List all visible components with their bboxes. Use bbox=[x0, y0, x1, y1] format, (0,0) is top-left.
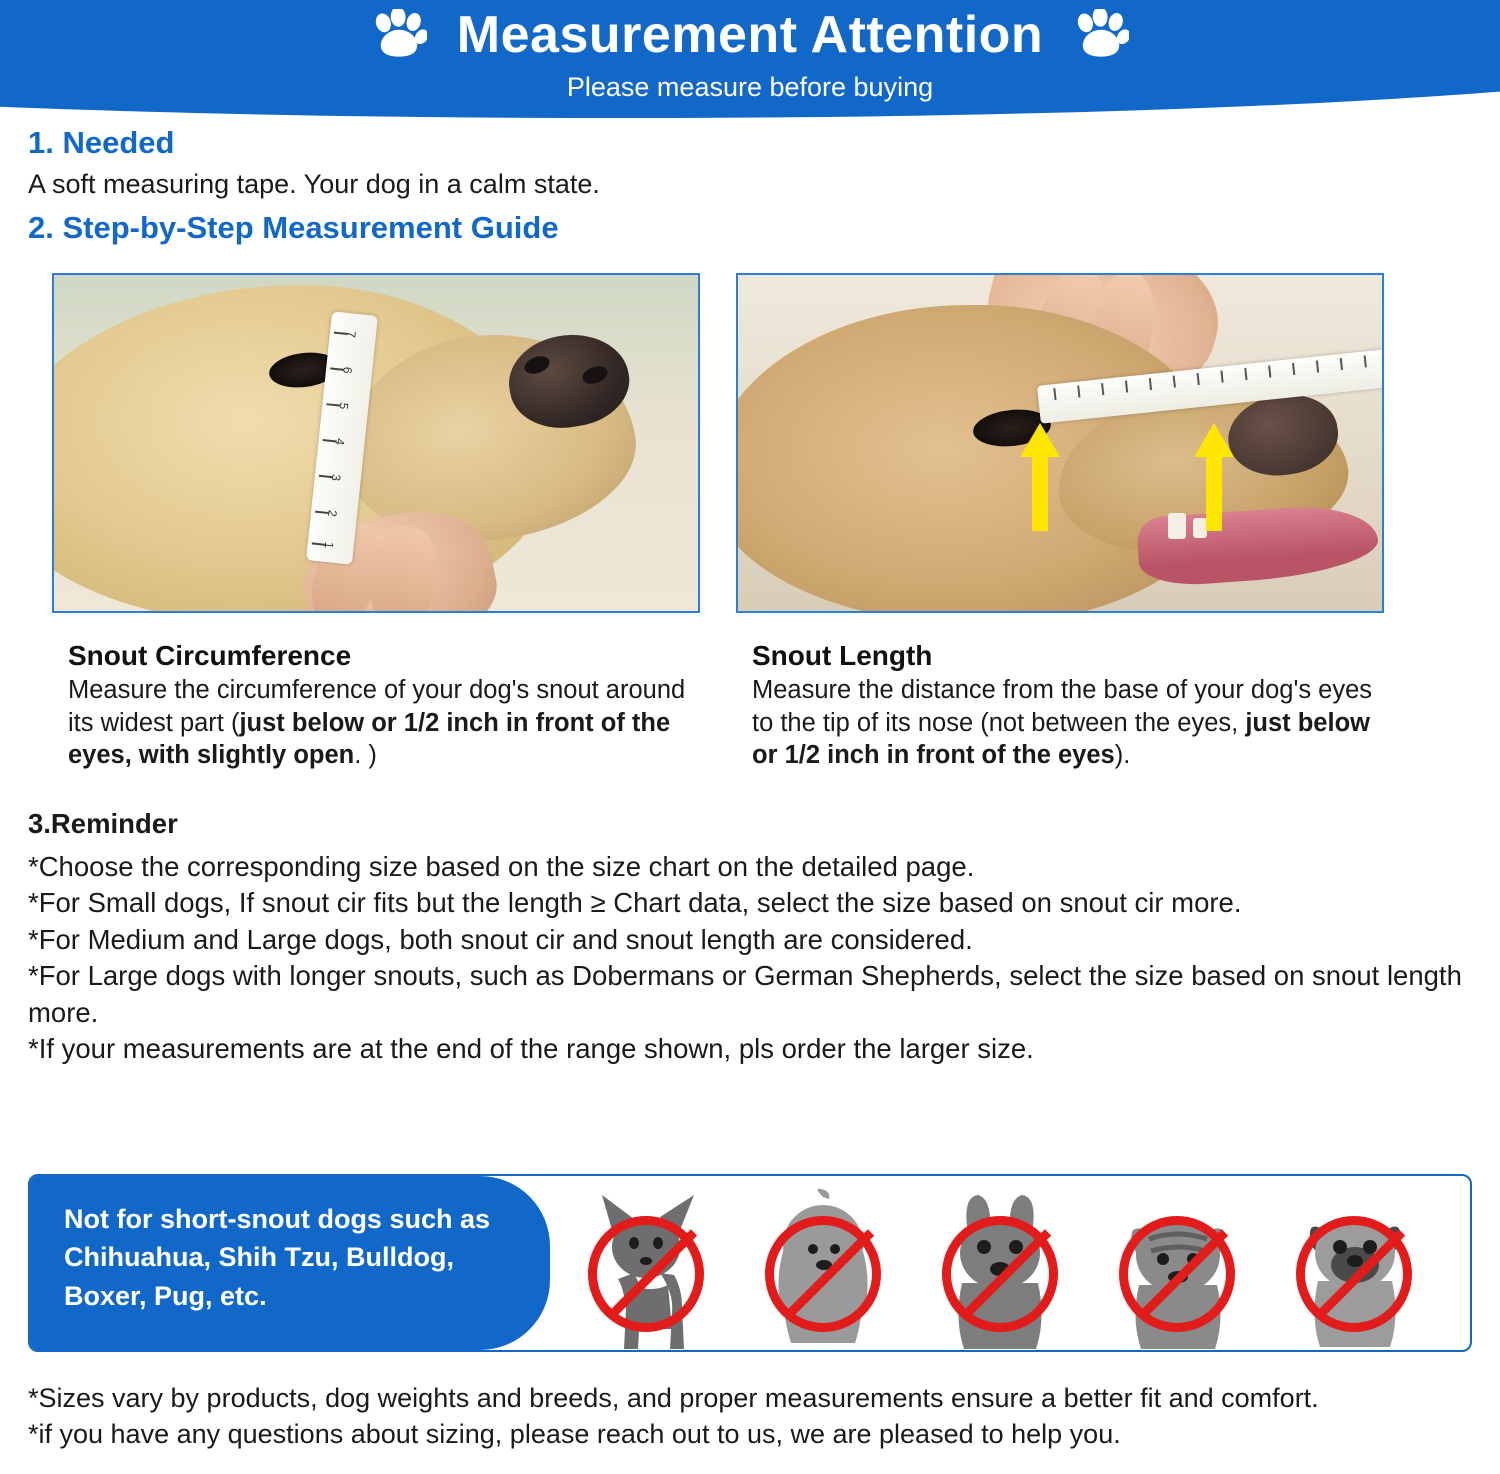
caption-text-bold: just below or 1/2 inch in front of the eyes bbox=[752, 708, 1370, 770]
caption-text-part-1: Measure the distance from the base of your dog's eyes to the tip of its nose (not between the eyes, bbox=[752, 676, 1373, 737]
reminder-line: *If your measurements are at the end of the range shown, pls order the larger size. bbox=[28, 1033, 1034, 1065]
footer-line: *if you have any questions about sizing, please reach out to us, we are pleased to help you. bbox=[28, 1419, 1121, 1450]
paw-icon bbox=[1073, 9, 1129, 61]
page-header bbox=[0, 0, 1500, 118]
section-reminder-heading: 3.Reminder bbox=[28, 808, 178, 839]
header-curve-decoration bbox=[0, 86, 1500, 118]
section-needed-body: A soft measuring tape. Your dog in a calm state. bbox=[28, 169, 600, 199]
caption-text-bold: just below or 1/2 inch in front of the eyes, with slightly open bbox=[68, 708, 671, 770]
banned-breed-french-bulldog bbox=[928, 1180, 1078, 1350]
caption-text-part-2: ). bbox=[1114, 741, 1131, 770]
short-snout-warning bbox=[28, 1174, 1472, 1352]
warning-text-panel bbox=[30, 1176, 550, 1350]
reminder-line: *For Large dogs with longer snouts, such as Dobermans or German Shepherds, select the size based on snout length more. bbox=[28, 960, 1462, 1028]
section-reminder bbox=[28, 806, 1472, 1068]
reminder-line: *For Medium and Large dogs, both snout cir and snout length are considered. bbox=[28, 923, 973, 955]
caption-snout-circumference bbox=[52, 628, 700, 772]
prohibition-icon bbox=[1296, 1216, 1412, 1332]
page-title: Measurement Attention bbox=[456, 6, 1044, 64]
caption-snout-length bbox=[736, 628, 1384, 772]
prohibition-icon bbox=[1119, 1216, 1235, 1332]
section-needed-heading: 1. Needed bbox=[28, 125, 175, 160]
caption-text-part-2: . ) bbox=[354, 741, 377, 770]
footer-notes bbox=[28, 1380, 1478, 1453]
caption-title: Snout Length bbox=[752, 640, 933, 671]
snout-circumference-photo: 7 6 5 4 3 2 1 bbox=[52, 273, 700, 613]
up-arrow-icon bbox=[1194, 423, 1234, 531]
banned-breed-shar-pei bbox=[1105, 1180, 1255, 1350]
section-needed bbox=[28, 125, 600, 200]
reminder-line: *Choose the corresponding size based on the size chart on the detailed page. bbox=[28, 850, 975, 882]
banned-breed-images bbox=[550, 1176, 1470, 1350]
guide-photo-column-2 bbox=[736, 273, 1384, 613]
caption-text-part-1: Measure the circumference of your dog's snout around its widest part ( bbox=[68, 676, 686, 737]
prohibition-icon bbox=[942, 1216, 1058, 1332]
guide-photo-column-1 bbox=[52, 273, 700, 613]
up-arrow-icon bbox=[1020, 423, 1060, 531]
guide-photos bbox=[0, 273, 1500, 613]
page-subtitle: Please measure before buying bbox=[566, 72, 934, 102]
caption-body bbox=[68, 674, 700, 772]
prohibition-icon bbox=[588, 1216, 704, 1332]
footer-line: *Sizes vary by products, dog weights and breeds, and proper measurements ensure a better fit and comfort. bbox=[28, 1383, 1319, 1413]
paw-icon bbox=[371, 9, 427, 61]
snout-length-photo bbox=[736, 273, 1384, 613]
caption-title: Snout Circumference bbox=[68, 640, 352, 671]
prohibition-icon bbox=[765, 1216, 881, 1332]
banned-breed-shih-tzu bbox=[751, 1180, 901, 1350]
banned-breed-chihuahua bbox=[574, 1180, 724, 1350]
warning-text: Not for short-snout dogs such as Chihuahua, Shih Tzu, Bulldog, Boxer, Pug, etc. bbox=[64, 1204, 491, 1311]
section-guide bbox=[28, 210, 559, 246]
caption-body bbox=[752, 674, 1384, 772]
guide-captions bbox=[0, 628, 1500, 772]
banned-breed-pug bbox=[1282, 1180, 1432, 1350]
header-title-row bbox=[0, 8, 1500, 63]
reminder-line: *For Small dogs, If snout cir fits but the length ≥ Chart data, select the size based on snout cir more. bbox=[28, 887, 1242, 919]
section-guide-heading: 2. Step-by-Step Measurement Guide bbox=[28, 210, 559, 245]
